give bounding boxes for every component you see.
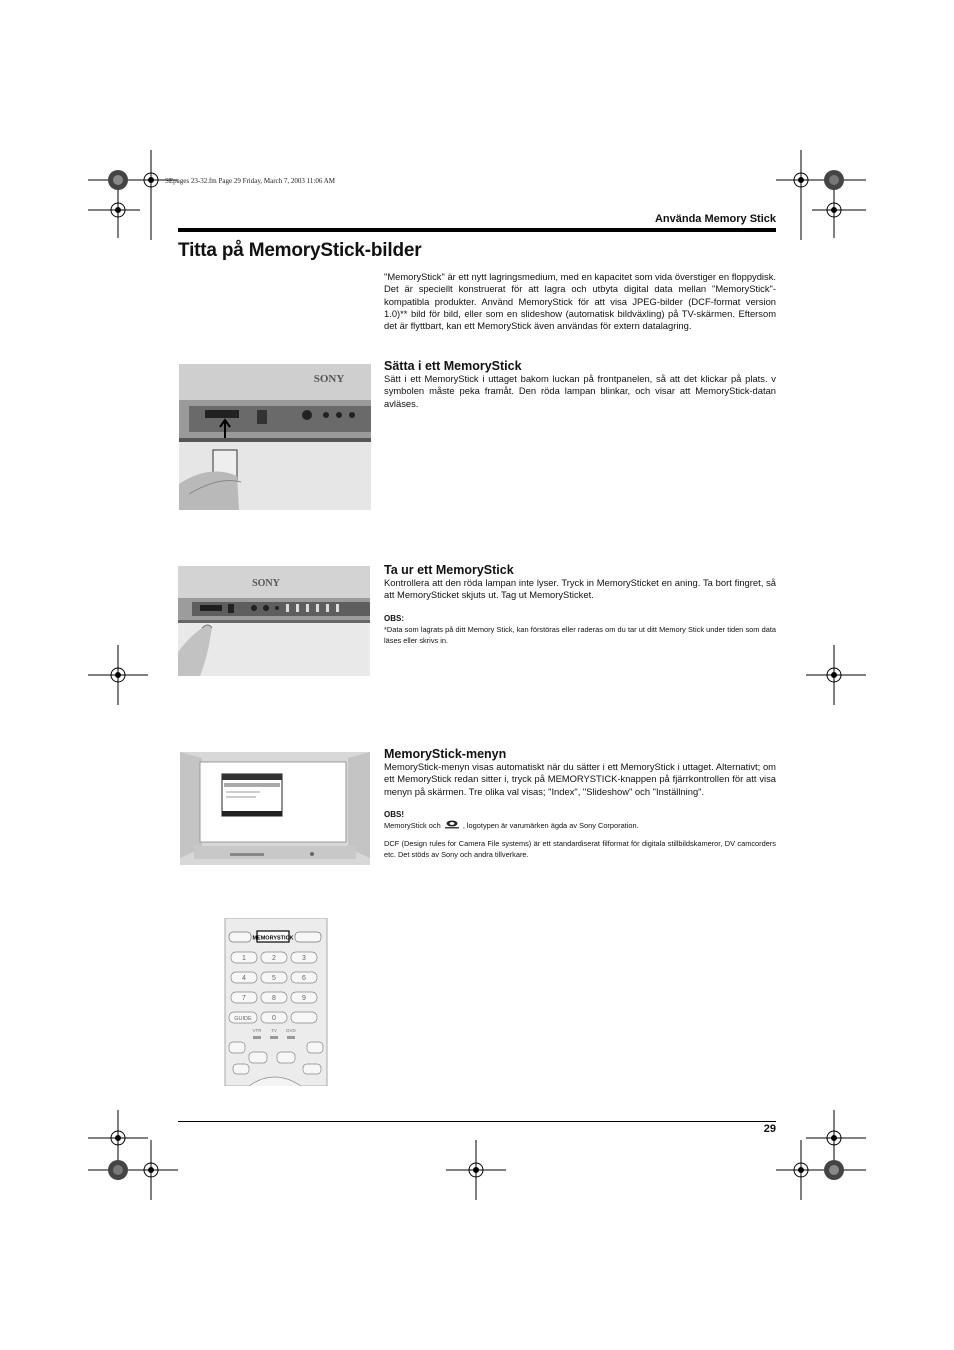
page-number: 29 xyxy=(763,1123,776,1135)
remote-key: 6 xyxy=(302,975,306,982)
section-body: Sätt i ett MemoryStick i uttaget bakom luckan på frontpanelen, så att det klickar på plats. v symbolen måste peka framåt. Den röda lampan blinkar, och visar att MemoryStick-datan avläses. xyxy=(384,373,776,409)
remote-key: 7 xyxy=(242,995,246,1002)
section-heading: Ta ur ett MemoryStick xyxy=(384,563,514,577)
section-insert xyxy=(384,359,776,410)
footer-rule xyxy=(178,1121,776,1122)
obs-text-after: , logotypen är varumärken ägda av Sony Corporation. xyxy=(462,820,639,830)
running-header: Använda Memory Stick xyxy=(654,213,776,225)
remote-key: 5 xyxy=(272,975,276,982)
section-menu xyxy=(384,747,776,860)
photo-remote-control xyxy=(219,918,329,1086)
photo-remove-memorystick xyxy=(178,566,370,676)
section-remove xyxy=(384,563,776,646)
remote-source-label: VTR xyxy=(252,1028,262,1033)
remote-guide-label: GUIDE xyxy=(234,1016,252,1022)
remote-key: 2 xyxy=(272,955,276,962)
obs-label: OBS! xyxy=(384,809,404,819)
photo-insert-memorystick xyxy=(179,364,371,510)
remote-source-label: DVD xyxy=(286,1028,296,1033)
intro-text: "MemoryStick" är ett nytt lagringsmedium, med en kapacitet som vida överstiger en floppydisk. Det är speciellt konstruerat för att lagra och utbyta digital data mellan "MemoryStick"-kompatibla produkter. Använd MemoryStick för att visa JPEG-bilder (DCF-format version 1.0)** bild för bild, eller som en slideshow (automatisk bildväxling) på TV-skärmen. Eftersom det är flyttbart, kan ett MemoryStick även användas för extern datalagring. xyxy=(384,271,776,332)
memorystick-logo-icon xyxy=(443,820,461,829)
obs-text: *Data som lagrats på ditt Memory Stick, kan förstöras eller raderas om du tar ut ditt Memory Stick under tiden som data läses eller skrivs in. xyxy=(384,624,776,645)
remote-key: 0 xyxy=(272,1015,276,1022)
intro-paragraph xyxy=(384,271,776,332)
print-slug: SEpages 23-32.fm Page 29 Friday, March 7, 2003 11:06 AM xyxy=(165,177,335,185)
remote-key: 9 xyxy=(302,995,306,1002)
section-heading: MemoryStick-menyn xyxy=(384,747,507,761)
page-title: Titta på MemoryStick-bilder xyxy=(178,240,422,261)
section-body: MemoryStick-menyn visas automatiskt när du sätter i ett MemoryStick i uttaget. Alternativt; om ett MemoryStick redan sitter i, tryck på MEMORYSTICK-knappen på fjärrkontrollen för att visa menyn på skärmen. Tre olika val visas; "Index", "Slideshow" och "Inställning". xyxy=(384,761,776,797)
dcf-text: DCF (Design rules for Camera File systems) är ett standardiserat filformat för digitala stillbildskameror, DV camcorders etc. Det stöds av Sony och andra tillverkare. xyxy=(384,838,776,859)
brand-logo: SONY xyxy=(313,373,345,385)
header-rule xyxy=(178,228,776,232)
section-body: Kontrollera att den röda lampan inte lyser. Tryck in MemorySticket en aning. Ta bort fingret, så att MemorySticket skjuts ut. Tag ut MemorySticket. xyxy=(384,577,776,601)
brand-logo: SONY xyxy=(252,578,280,589)
remote-key: 8 xyxy=(272,995,276,1002)
obs-text-before: MemoryStick och xyxy=(384,820,441,830)
remote-key: 4 xyxy=(242,975,246,982)
memorystick-button-label: MEMORYSTICK xyxy=(252,935,294,942)
obs-text xyxy=(384,820,776,831)
photo-tv-menu xyxy=(180,752,370,865)
obs-label: OBS: xyxy=(384,613,404,623)
remote-source-label: TV xyxy=(271,1028,277,1033)
section-heading: Sätta i ett MemoryStick xyxy=(384,359,522,373)
remote-key: 1 xyxy=(242,955,246,962)
remote-key: 3 xyxy=(302,955,306,962)
